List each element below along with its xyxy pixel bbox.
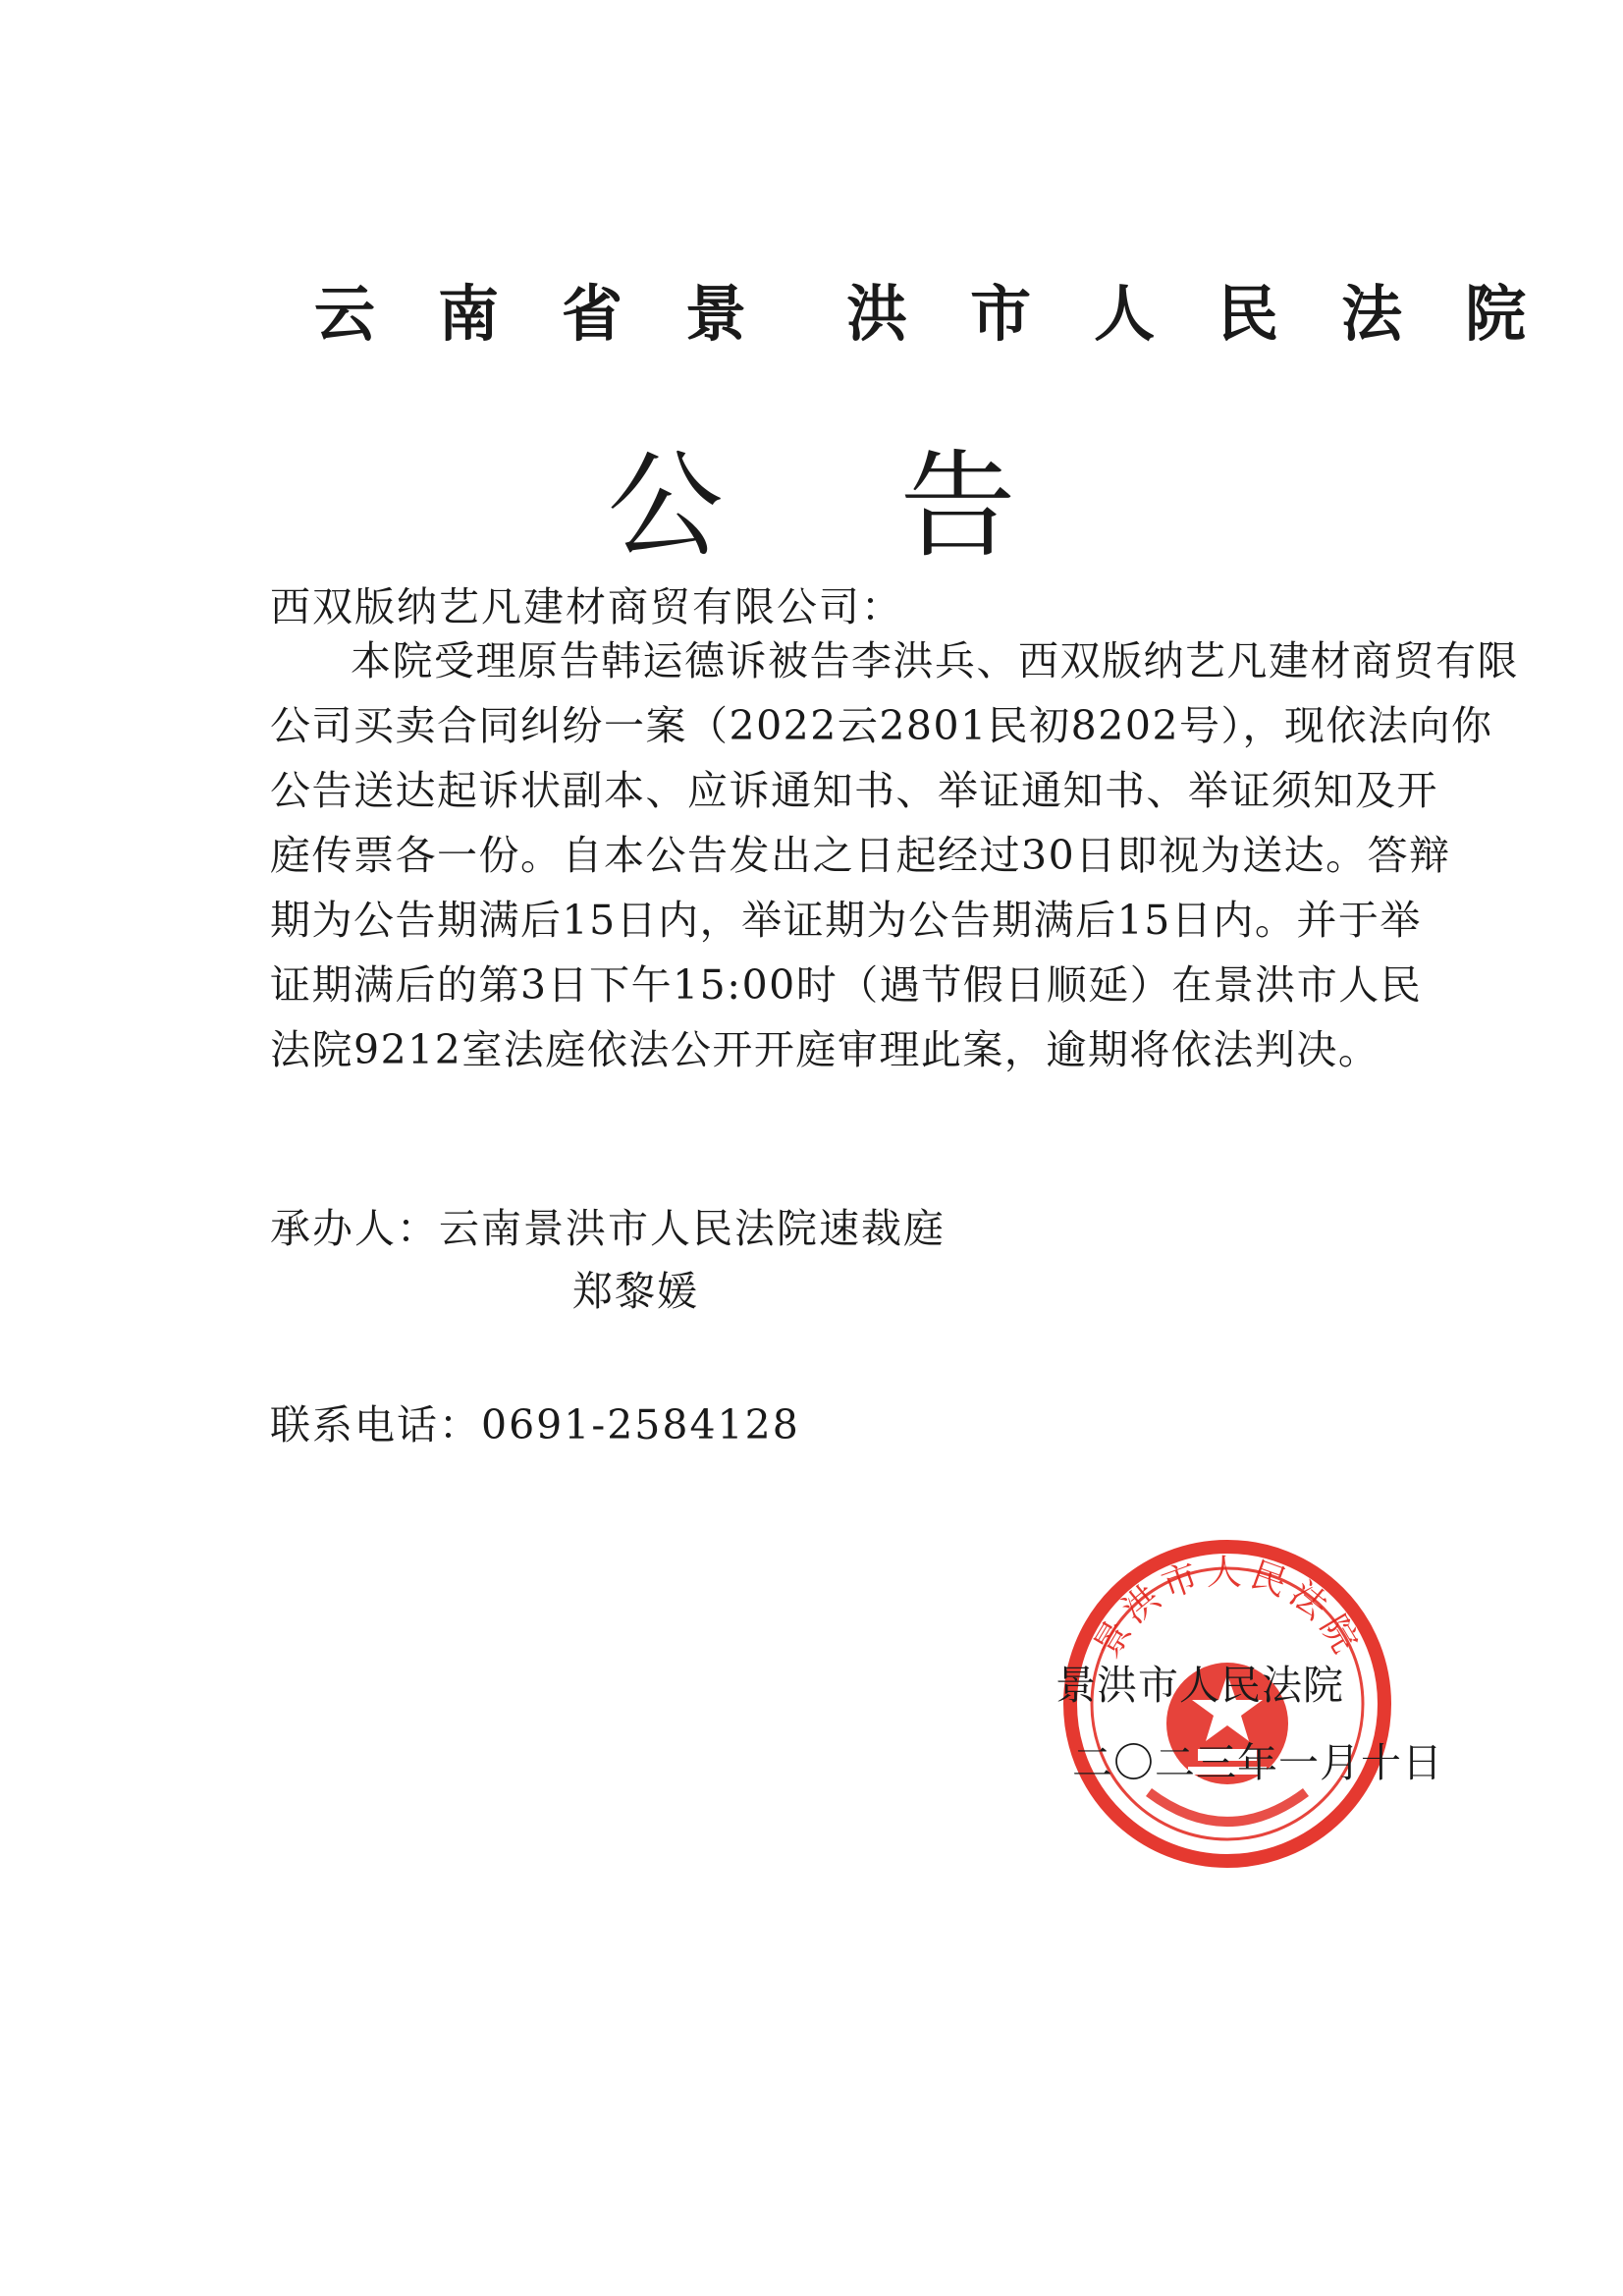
court-title-char: 省 [562, 278, 625, 350]
court-title-char: 市 [970, 278, 1034, 350]
handler-name: 郑黎媛 [572, 1268, 699, 1315]
signature-date: 二〇二三年一月十日 [1072, 1739, 1443, 1786]
seal-text-path: 景洪市人民法院 [1086, 1553, 1369, 1666]
court-title-char: 民 [1217, 278, 1281, 350]
court-title-char: 云 [314, 278, 378, 350]
court-title-char: 景 [685, 278, 749, 350]
seal-text [1087, 1553, 1368, 1665]
body-line: 庭传票各一份。自本公告发出之日起经过30日即视为送达。答辩 [270, 832, 1451, 879]
addressee: 西双版纳艺凡建材商贸有限公司： [270, 583, 903, 630]
document-title: 公告 [607, 438, 1193, 574]
body-line: 公司买卖合同纠纷一案（2022云2801民初8202号），现依法向你 [270, 702, 1493, 749]
court-title-char: 南 [438, 278, 502, 350]
court-title [314, 265, 1532, 353]
court-title-char: 法 [1341, 278, 1405, 350]
body-line: 证期满后的第3日下午15:00时（遇节假日顺延）在景洪市人民 [270, 961, 1423, 1009]
court-title-char: 人 [1094, 278, 1158, 350]
body-line: 本院受理原告韩运德诉被告李洪兵、西双版纳艺凡建材商贸有限 [351, 637, 1519, 684]
body-line: 公告送达起诉状副本、应诉通知书、举证通知书、举证须知及开 [270, 767, 1438, 814]
body-line: 期为公告期满后15日内，举证期为公告期满后15日内。并于举 [270, 897, 1422, 944]
notice-body [270, 629, 1519, 1082]
court-title-char: 院 [1465, 278, 1529, 350]
court-title-char: 洪 [846, 278, 910, 350]
handler-line: 承办人：云南景洪市人民法院速裁庭 [270, 1205, 946, 1252]
body-line: 法院9212室法庭依法公开开庭审理此案，逾期将依法判决。 [270, 1026, 1380, 1073]
contact-phone: 联系电话：0691-2584128 [270, 1401, 800, 1449]
signature-court: 景洪市人民法院 [1055, 1662, 1344, 1709]
